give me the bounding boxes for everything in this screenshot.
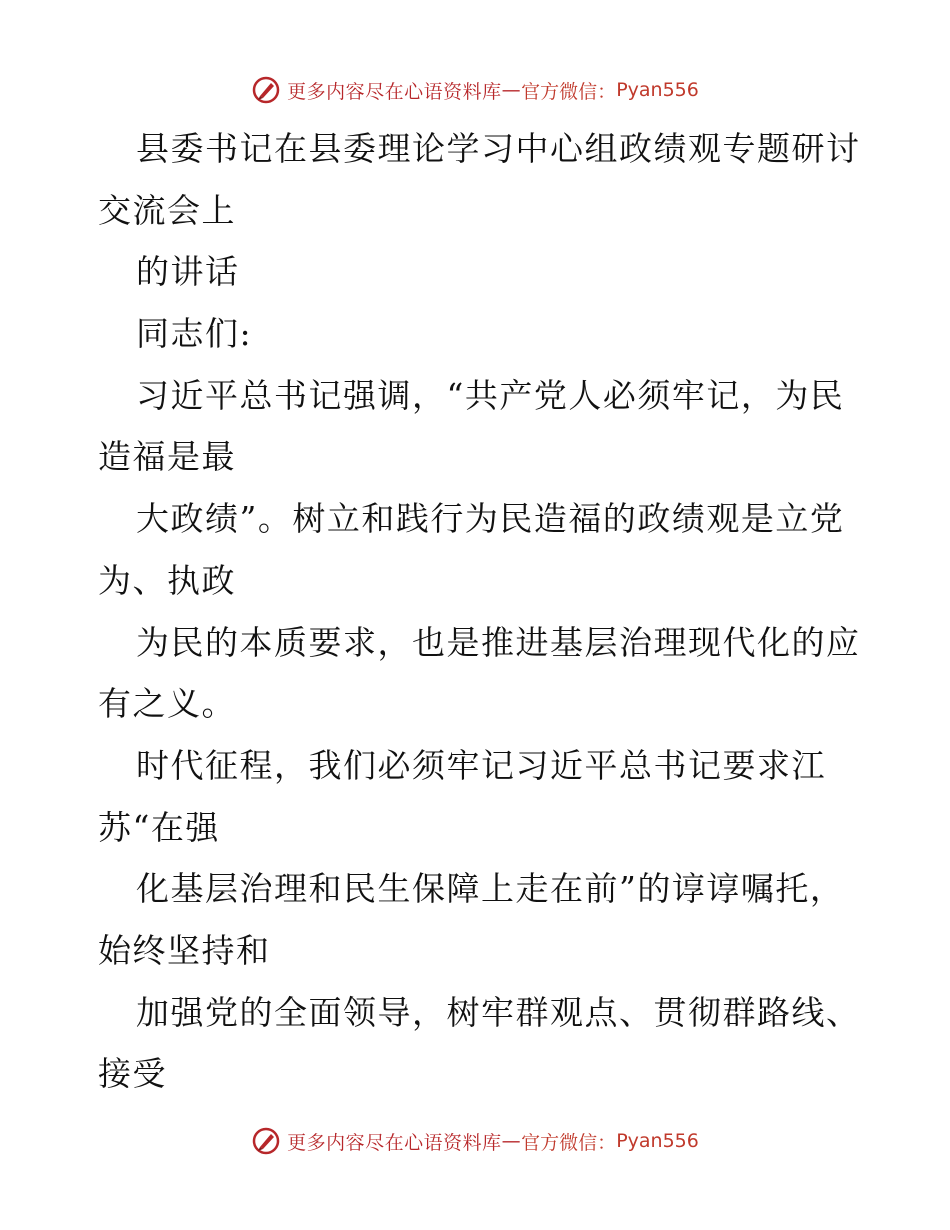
paragraph-line: 加强党的全面领导，树牢群观点、贯彻群路线、 <box>136 992 861 1032</box>
header-wechat-id: Pyan556 <box>616 79 699 101</box>
footer-separator: — <box>501 1130 522 1152</box>
footer-watermark <box>0 1124 950 1158</box>
paragraph-line: 苏“在强 <box>98 807 220 847</box>
title-line-3: 的讲话 <box>136 252 240 292</box>
title-line-1: 县委书记在县委理论学习中心组政绩观专题研讨 <box>136 129 861 168</box>
title-line-2: 交流会上 <box>98 190 236 230</box>
header-separator: — <box>501 79 522 101</box>
header-promo-text: 更多内容尽在心语资料库 <box>287 80 502 103</box>
paragraph-line: 为民的本质要求，也是推进基层治理现代化的应 <box>136 622 861 662</box>
header-wechat-label: 官方微信： <box>521 80 617 103</box>
pen-logo-icon <box>251 75 281 105</box>
paragraph-line: 习近平总书记强调，“共产党人必须牢记，为民 <box>136 375 845 415</box>
paragraph-line: 有之义。 <box>98 684 236 724</box>
paragraph-line: 造福是最 <box>98 437 236 477</box>
paragraph-line: 大政绩”。树立和践行为民造福的政绩观是立党 <box>136 499 845 539</box>
footer-promo-text: 更多内容尽在心语资料库 <box>287 1131 502 1154</box>
paragraph-line: 接受 <box>98 1054 167 1094</box>
pen-logo-icon <box>251 1126 281 1156</box>
salutation: 同志们: <box>136 314 253 354</box>
paragraph-line: 时代征程，我们必须牢记习近平总书记要求江 <box>136 745 826 785</box>
paragraph-line: 始终坚持和 <box>98 930 271 970</box>
paragraph-line: 化基层治理和民生保障上走在前”的谆谆嘱托， <box>136 869 845 909</box>
footer-wechat-label: 官方微信： <box>521 1131 617 1154</box>
paragraph-line: 为、执政 <box>98 560 236 600</box>
document-body <box>98 118 861 1105</box>
footer-wechat-id: Pyan556 <box>616 1130 699 1152</box>
header-watermark <box>0 73 950 107</box>
